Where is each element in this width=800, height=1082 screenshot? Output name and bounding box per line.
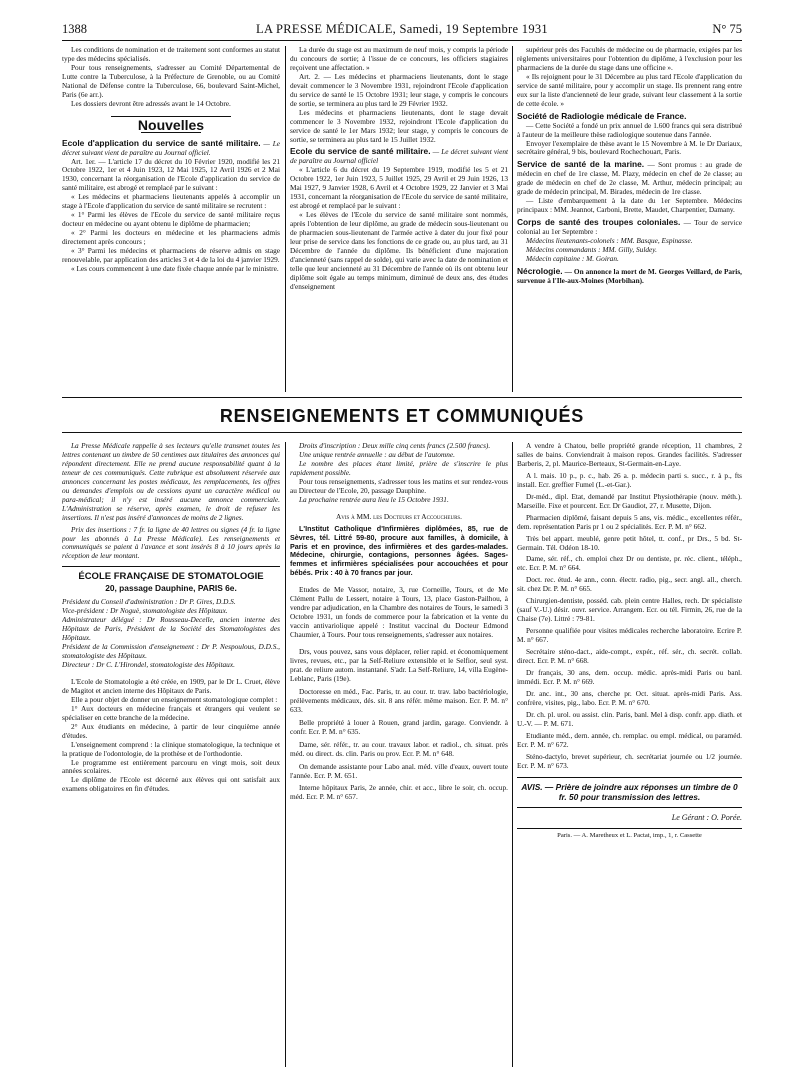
decree-paragraph: « Les médecins et pharmaciens lieutenants appelés à accomplir un stage à l'Ecole d'application du service de santé militaire se recrutent : [62,192,280,211]
ecole-application-item [62,138,280,158]
ecole-info-paragraph: Une unique rentrée annuelle : au début de l'automne. [299,449,455,459]
etudes-ad: Etudes de Me Vassor, notaire, 3, rue Corneille, Tours, et de Me Clément Pallu de Lessert, notaire à Tours, 13, place Gaston-Pailhou, à vendre par adjudication, en la Chambre des notaires de Tours, le samedi 3 Octobre 1931, un fonds de commerce pour la fabrication et la vente du vaccin antivariolique appelé : Institut vaccinal du Docteur Edmond Chaumier, à Tours. Pour tous renseignements, s'adresser aux notaires. [290,585,508,640]
radiologie-paragraph: — Cette Société a fondé un prix annuel de 1.600 francs qui sera distribué à l'auteur de la meilleure thèse radiologique soutenue dans l'année. [517,120,742,139]
ecole-paragraph: Le diplôme de l'Ecole est décerné aux élèves qui ont satisfait aux examens obligatoires en fin d'études. [62,775,280,794]
coloniales-line: Médecin capitaine : M. Goiran. [526,253,619,263]
classified-ad: Interne hôpitaux Paris, 2e année, chir. et acc., libre le soir, ch. occup. méd. Ecr. P. M. n° 657. [290,783,508,802]
coloniales-line: Médecins commandants : MM. Gilly, Suldey. [526,245,657,255]
page-number: 1388 [62,22,87,36]
top-column-divider-2 [512,46,513,392]
classified-ad: A vendre à Chatou, belle propriété grande réception, 11 chambres, 2 salles de bains. Conviendrait à maison repos. Grandes facilités. S'adresser Barberis, 2, pl. Maurice-Berteaux, St-Germain-en-Laye. [517,442,742,468]
decree-paragraph: « 1° Parmi les élèves de l'Ecole du service de santé militaire reçus docteur en médecine ou ayant obtenu le diplôme de pharmacien; [62,210,280,229]
institut-ad: L'Institut Catholique d'Infirmières diplômées, 85, rue de Sèvres, tél. Littré 59-80, procure aux familles, à domicile, à Paris et en province, des infirmières et des gardes-malades. Médecine, chirurgie, contagions, personnes âgées. Sages-femmes et infirmières spécialisées pour accouchées et pour bébés. Prix : 40 à 70 francs par jour. [290,523,508,578]
ecole-service-lead: — Le décret suivant vient de paraître au Journal officiel [290,147,508,166]
gerant-signature: Le Gérant : O. Porée. [671,812,742,822]
bottom-column-2 [290,442,508,1067]
necrologie-text: — On annonce la mort de M. Georges Veillard, de Paris, survenue à l'Ile-aux-Moines (Morbihan). [517,266,742,285]
decree-paragraph: « 2° Parmi les docteurs en médecine et les pharmaciens admis directement après concours ; [62,228,280,247]
radiologie-heading-line [517,111,742,122]
marine-text: — Sont promus : au grade de médecin en chef de 1re classe, M. Plazy, médecin en chef de 2e classe; au grade de médecin en chef de 2e classe, M. Arthur, médecin principal; au grade de médecin principal, M. Birades, médecin de 1re classe. [517,160,742,197]
decree-paragraph: La durée du stage est au maximum de neuf mois, y compris la période du concours de sortie; à l'issue de ce concours, les officiers stagiaires reçoivent une affectation. » [290,46,508,72]
classified-ad: Etudiante méd., dern. année, ch. remplac. ou empl. médical, ou paraméd. Ecr. P. M. n° 672. [517,730,742,749]
ecole-info-paragraph: La prochaine rentrée aura lieu le 15 Octobre 1931. [299,494,449,504]
ecole-stomatologie-address: 20, passage Dauphine, PARIS 6e. [105,583,237,594]
nouvelles-title: Nouvelles [137,116,205,133]
classified-ad: Sténo-dactylo, brevet supérieur, ch. secrétariat journée ou 1/2 journée. Ecr. P. M. n° 673. [517,751,742,770]
top-column-divider-1 [285,46,286,392]
marine-paragraph: — Liste d'embarquement à la date du 1er Septembre. Médecins principaux : MM. Jeannot, Carboni, Brette, Maudet, Charpentier, Damany. [517,196,742,215]
top-column-3 [517,46,742,392]
classified-ad: Belle propriété à louer à Rouen, grand jardin, garage. Conviendr. à confr. Ecr. P. M. n° 635. [290,717,508,736]
ecole-paragraph: Le programme est entièrement parcouru en vingt mois, soit deux années scolaires. [62,757,280,776]
printer-imprint: Paris. — A. Maretheux et L. Pactat, imp., 1, r. Cassette [557,832,702,840]
avis-box: AVIS. — Prière de joindre aux réponses un timbre de 0 fr. 50 pour transmission des lettres. [521,781,738,802]
classified-ad: Dame, sér. réf., ch. emploi chez Dr ou dentiste, pr. réc. client., téléph., etc. Ecr. P. M. n° 664. [517,554,742,573]
marine-item [517,159,742,197]
classified-ad: A l. mais. 10 p., p. c., hab. 26 a. p. médecin parti s. succ., r. à p., fts install. Ecr. greffier Fumel (L.-et-Gar.). [517,470,742,489]
journal-line: LA PRESSE MÉDICALE, Samedi, 19 Septembre 1931 [256,22,548,36]
imprint-rule [517,828,742,829]
ecole-application-heading: Ecole d'application du service de santé militaire. [62,137,261,148]
officer-line: Président de la Commission d'enseignement : Dr P. Nespoulous, D.D.S., stomatologiste des Hôpitaux. [62,642,280,661]
decree-paragraph: Art. 2. — Les médecins et pharmaciens lieutenants, dont le stage devait commencer le 3 Novembre 1931, rejoindront l'Ecole d'application du service de santé le 15 Octobre 1931; leur stage, y compris le concours de sortie, se terminera au plus tard le 29 Février 1932. [290,71,508,108]
officer-line: Vice-président : Dr Noguè, stomatologiste des Hôpitaux. [62,606,228,616]
ecole-separator-rule [62,566,280,567]
bottom-column-divider-2 [512,442,513,1067]
decree-paragraph: « Les cours commencent à une date fixée chaque année par le ministre. [71,263,279,273]
officer-line: Président du Conseil d'administration : Dr P. Gires, D.D.S. [62,597,236,607]
classified-ad: Chirurgien-dentiste, posséd. cab. plein centre Halles, rech. Dr spécialiste (sauf V.-U.) désir. ouvr. service. Arrangem. Ecr. ou tél. Firmin, 26, rue de la Chaise (7e). Littré : 79-81. [517,596,742,624]
classified-ad: Pharmacien diplômé, faisant depuis 5 ans, vis. médic., excellentes référ., dem. représentation Paris pr 1 ou 2 spécialités. Ecr. P. M. n° 662. [517,512,742,531]
classified-ad: Secrétaire sténo-dact., aide-compt., expér., réf. sér., ch. secrét. collab. direct. Ecr. P. M. n° 668. [517,647,742,666]
notice-paragraph: La Presse Médicale rappelle à ses lecteurs qu'elle transmet toutes les lettres contenant un timbre de 50 centimes aux titulaires des annonces qui répondent directement. Elle ne prend aucune responsabilité quant à la teneur de ces communiqués. Cette rubrique est absolument réservée aux annonces concernant les postes médicaux, les remplacements, les offres ou demandes d'emplois ou de cessions ayant un caractère médical ou para-médical; il n'y est inséré aucune annonce commerciale. L'Administration se réserve, après examen, le droit de refuser les insertions. Il n'est pas inséré d'annonces de moins de 2 lignes. [62,442,280,522]
classified-ad: Dr-méd., dipl. Etat, demandé par Institut Physiothérapie (nouv. méth.). Marseille. Fixe et pourcent. Ecr. Dr Gaudiot, 27, r. Musette, Dijon. [517,491,742,510]
intro-paragraph: Les dossiers devront être adressés avant le 14 Octobre. [71,98,231,108]
decree-paragraph: Art. 1er. — L'article 17 du décret du 10 Février 1920, modifié les 21 Octobre 1922, 1er et 4 Juin 1923, 12 Mai 1925, 12 Avril 1926 et 2 Mai 1930, concernant la réorganisation de l'Ecole d'application du service de santé militaire, est abrogé et remplacé par le suivant : [62,156,280,193]
section-title: RENSEIGNEMENTS ET COMMUNIQUÉS [219,406,585,426]
classified-ad: On demande assistante pour Labo anal. méd. ville d'eaux, ouvert toute l'année. Ecr. P. M. 651. [290,761,508,780]
decree-paragraph: « Ils rejoignent pour le 31 Décembre au plus tard l'Ecole d'application du service de santé militaire, pour y accomplir un stage. Ils prennent rang entre eux sur la liste d'ancienneté de leur grade, suivant leur classement à la sortie de cette école. » [517,71,742,108]
top-column-2 [290,46,508,392]
decree-paragraph: « L'article 6 du décret du 19 Septembre 1919, modifié les 5 et 21 Octobre 1922, 1er Juin 1923, 5 Juillet 1925, 29 Avril et 29 Juin 1926, 13 Mai 1927, 9 Janvier 1928, 6 Avril et 4 Octobre 1929, 22 Janvier et 3 Mai 1931, concernant la réorganisation de l'Ecole du service de santé militaire, est abrogé et remplacé par le suivant : [290,165,508,211]
ecole-paragraph: L'Ecole de Stomatologie a été créée, en 1909, par le Dr L. Cruet, élève de Magitot et ancien interne des Hôpitaux de Paris. [62,676,280,695]
avis-docteurs-heading: Avis à MM. les Docteurs et Accoucheurs. [335,511,463,521]
necrologie-heading: Nécrologie. [517,265,563,276]
ecole-service-heading: Ecole du service de santé militaire. [290,146,431,157]
bottom-column-divider-1 [285,442,286,1067]
classified-ad: Dr. anc. int., 30 ans, cherche pr. Oct. situat. après-midi Paris. Ass. confrère, visites, pig., labo. Ecr. P. M. n° 670. [517,688,742,707]
ecole-paragraph: L'enseignement comprend : la clinique stomatologique, la technique et la pratique de l'odontologie, de la prothèse et de l'orthodontie. [62,739,280,758]
top-column-1 [62,46,280,392]
header-rule [62,40,742,41]
decree-paragraph: supérieur près des Facultés de médecine ou de pharmacie, exigées par les règlements universitaires pour l'obtention du diplôme, à l'exclusion pour les pharmaciens de la durée du stage dans une officine ». [517,46,742,72]
radiologie-paragraph: Envoyer l'exemplaire de thèse avant le 15 Novembre à M. le Dr Dariaux, secrétaire général, 9 bis, boulevard Rochechouart, Paris. [517,138,742,157]
running-head [62,22,742,38]
coloniales-text: — Tour de service colonial au 1er Septembre : [517,218,742,237]
prices-paragraph: Prix des insertions : 7 fr. la ligne de 40 lettres ou signes (4 fr. la ligne pour les abonnés à La Presse Médicale). Les renseignements et communiqués se paient à l'avance et sont insérés 8 à 10 jours après la réception de leur montant. [62,524,280,561]
ecole-info-paragraph: Droits d'inscription : Deux mille cinq cents francs (2.500 francs). [299,442,491,450]
intro-paragraph: Pour tous renseignements, s'adresser au Comité Départemental de Lutte contre la Tuberculose, à la Préfecture de Grenoble, ou au Comité National de Défense contre la Tuberculose, 66, boulevard Saint-Michel, Paris (6e arr.). [62,62,280,99]
radiologie-heading: Société de Radiologie médicale de France. [517,110,687,121]
coloniales-item [517,217,742,237]
avis-box-rule-bottom [517,807,742,808]
decree-paragraph: « 3° Parmi les médecins et pharmaciens de réserve admis en stage renouvelable, par application des articles 3 et 4 de la loi du 4 janvier 1929. [62,246,280,265]
officer-line: Administrateur délégué : Dr Rousseau-Decelle, ancien interne des Hôpitaux de Paris, Président de la Société des Stomatologistes des Hôpitaux. [62,615,280,643]
avis-box-rule-top [517,777,742,778]
ecole-stomatologie-title: ÉCOLE FRANÇAISE DE STOMATOLOGIE [78,571,264,583]
classified-ad: Doct. rec. étud. 4e ann., conn. électr. radio, pig., secr. angl. all., cherch. sit. chez Dr. P. M. n° 665. [517,575,742,594]
classified-ad: Doctoresse en méd., Fac. Paris, tr. au cour. tr. trav. labo bactériologie, prélèvements médicaux, dés. sit. 8 ans référ. même maison. Ecr. P. M. n° 633. [290,686,508,714]
ecole-paragraph: 1° Aux docteurs en médecine français et étrangers qui veulent se spécialiser en cette branche de la médecine. [62,703,280,722]
decree-paragraph: « Les élèves de l'Ecole du service de santé militaire sont nommés, après l'obtention de leur diplôme, au grade de médecin sous-lieutenant ou de pharmacien sous-lieutenant de l'armée active à dater du jour fixé pour leur prise de service dans les fonctions de ce grade ou, au plus tard, au 31 Décembre de l'année du diplôme. Ils bénéficient d'une majoration d'ancienneté (sans rappel de solde), qui varie avec la date de nomination et telle que leur ancienneté au 31 Décembre de l'année où ils ont obtenu leur diplôme soit égale au temps minimum, diminué de deux ans, des études d'enseignement [290,210,508,291]
classified-ad: Très bel appart. meublé, genre petit hôtel, tt. conf., pr Drs., 5 bd. St-Germain. Tél. Odéon 18-10. [517,533,742,552]
classified-ad: Dr français, 30 ans, dem. occup. médic. après-midi Paris ou banl. immédi. Ecr. P. M. n° 669. [517,667,742,686]
ecole-paragraph: Elle a pour objet de donner un enseignement stomatologique complet : [71,694,278,704]
marine-heading: Service de santé de la marine. [517,159,645,170]
classified-ad: Dame, sér. référ., tr. au cour. travaux labor. et radiol., ch. situat. près méd. ou direct. ds. clin. Paris ou prov. Ecr. P. M. n° 648. [290,739,508,758]
issue-number: N° 75 [712,22,742,36]
ecole-application-lead: — Le décret suivant vient de paraître au Journal officiel. [62,138,280,157]
ecole-service-item [290,146,508,166]
ecole-paragraph: 2° Aux étudiants en médecine, à partir de leur cinquième année d'études. [62,721,280,740]
section-rule-top [62,397,742,398]
coloniales-heading: Corps de santé des troupes coloniales. [517,217,681,228]
coloniales-line: Médecins lieutenants-colonels : MM. Basque, Espinasse. [526,236,693,246]
ecole-info-paragraph: Pour tous renseignements, s'adresser tous les matins et sur rendez-vous au Directeur de l'Ecole, 20, passage Dauphine. [290,476,508,495]
necrologie-item [517,266,742,286]
decree-paragraph: Les médecins et pharmaciens lieutenants, dont le stage devait commencer le 3 Novembre 1932, rejoindront l'Ecole d'application du service de santé le 1er Mars 1932; leur stage, y compris le concours de sortie, se terminera au plus tard le 15 Juillet 1932. [290,107,508,144]
classified-ad: Personne qualifiée pour visites médicales recherche laboratoire. Ecrire P. M. n° 667. [517,626,742,645]
section-rule-bottom [62,432,742,433]
classified-ad: Dr. ch. pl. urol. ou assist. clin. Paris, banl. Mel à disp. confr. app. diath. et U.-V. — P. M. 671. [517,709,742,728]
bottom-column-3 [517,442,742,1067]
classified-ad: Drs, vous pouvez, sans vous déplacer, relier rapid. et économiquement livres, revues, etc., par la Self-Reliure extensible et le Selfior, seul syst. prat. de reliure autom. instantané. S'adr. La Self-Reliure, 14, villa Eugène-Leblanc, Paris (19e). [290,647,508,683]
intro-paragraph: Les conditions de nomination et de traitement sont conformes au statut type des médecins spécialisés. [62,46,280,63]
bottom-column-1 [62,442,280,1067]
officer-line: Directeur : Dr C. L'Hirondel, stomatologiste des Hôpitaux. [62,659,235,669]
ecole-info-paragraph: Le nombre des places étant limité, prière de s'inscrire le plus rapidement possible. [290,458,508,477]
